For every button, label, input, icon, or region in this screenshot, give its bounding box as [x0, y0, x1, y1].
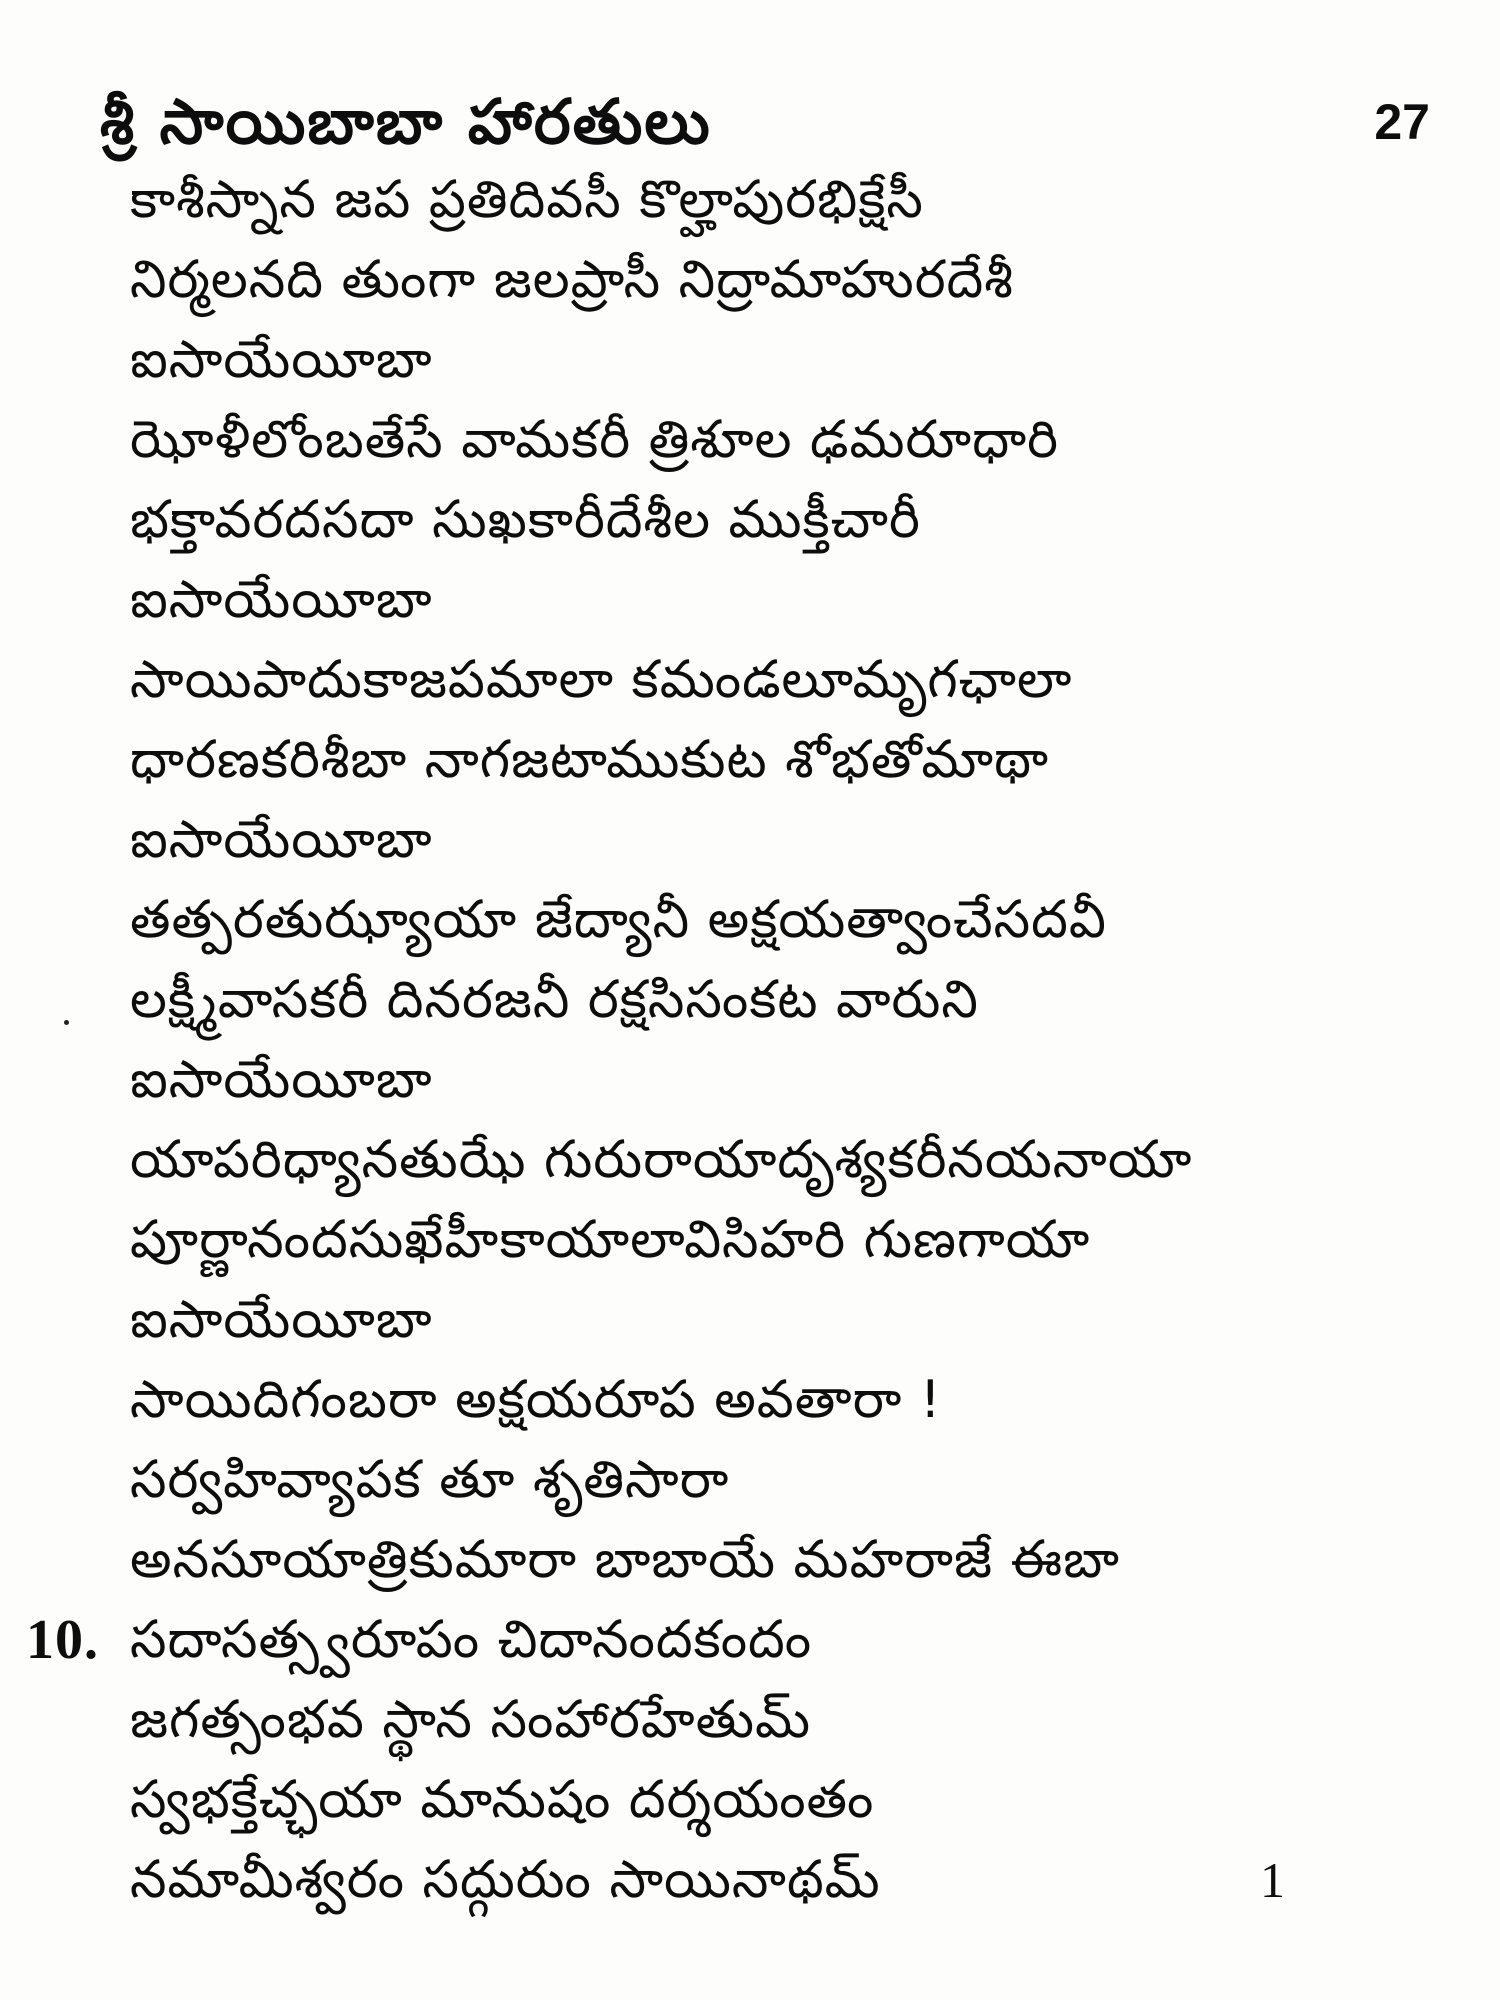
refrain-line: ఐసాయేయీబా: [130, 570, 433, 630]
verse-line: అనసూయాత్రికుమారా బాబాయే మహరాజే ఈబా: [130, 1530, 1120, 1590]
page-title: శ్రీ సాయిబాబా హారతులు: [100, 85, 712, 158]
stanza-number: 1: [1260, 1852, 1286, 1908]
verse-line: యాపరిధ్యానతుఝే గురురాయాదృశ్యకరీనయనాయా: [130, 1130, 1193, 1190]
verse-line: భక్తావరదసదా సుఖకారీదేశీల ముక్తీచారీ: [130, 490, 921, 550]
verse-line: సాయిపాదుకాజపమాలా కమండలూమృగఛాలా: [130, 650, 1073, 710]
verse-10-text: నమామీశ్వరం సద్గురుం సాయినాథమ్: [130, 1850, 881, 1910]
refrain-line: ఐసాయేయీబా: [130, 810, 433, 870]
print-speck: [64, 1020, 69, 1025]
verse-10-line: జగత్సంభవ స్థాన సంహారహేతుమ్: [130, 1690, 812, 1750]
verse-line: ధారణకరిశీబా నాగజటాముకుట శోభతోమాథా: [130, 730, 1050, 790]
verse-text: [26, 160, 1430, 1920]
verse-line: సాయిదిగంబరా అక్షయరూప అవతారా !: [130, 1370, 942, 1430]
page-number: 27: [1374, 94, 1430, 150]
verse-10-line: [26, 1600, 1430, 1680]
verse-line: పూర్ణానందసుఖేహీకాయాలావిసిహరి గుణగాయా: [130, 1210, 1091, 1270]
verse-line: నిర్మలనది తుంగా జలప్రాసీ నిద్రామాహురదేశీ: [130, 250, 1014, 310]
verse-10-line: [130, 1840, 1430, 1920]
refrain-line: ఐసాయేయీబా: [130, 1050, 433, 1110]
refrain-line: ఐసాయేయీబా: [130, 1290, 433, 1350]
verse-number: 10.: [26, 1609, 99, 1671]
verse-10-text: సదాసత్స్వరూపం చిదానందకందం: [130, 1610, 813, 1670]
verse-line: ఝోళీలోంబతేసే వామకరీ త్రిశూల ఢమరూధారి: [130, 410, 1060, 470]
refrain-line: ఐసాయేయీబా: [130, 330, 433, 390]
verse-line: తత్పరతుఝ్యాయా జేద్యానీ అక్షయత్వాంచేసదవీ: [130, 890, 1107, 950]
verse-line: లక్ష్మీవాసకరీ దినరజనీ రక్షసిసంకట వారుని: [130, 970, 979, 1030]
verse-line: సర్వహివ్యాపక తూ శృతిసారా: [130, 1450, 730, 1510]
verse-line: కాశీస్నాన జప ప్రతిదివసీ కొల్హాపురభిక్షేసీ: [130, 170, 924, 230]
verse-10-line: స్వభక్తేచ్ఛయా మానుషం దర్శయంతం: [130, 1770, 875, 1830]
